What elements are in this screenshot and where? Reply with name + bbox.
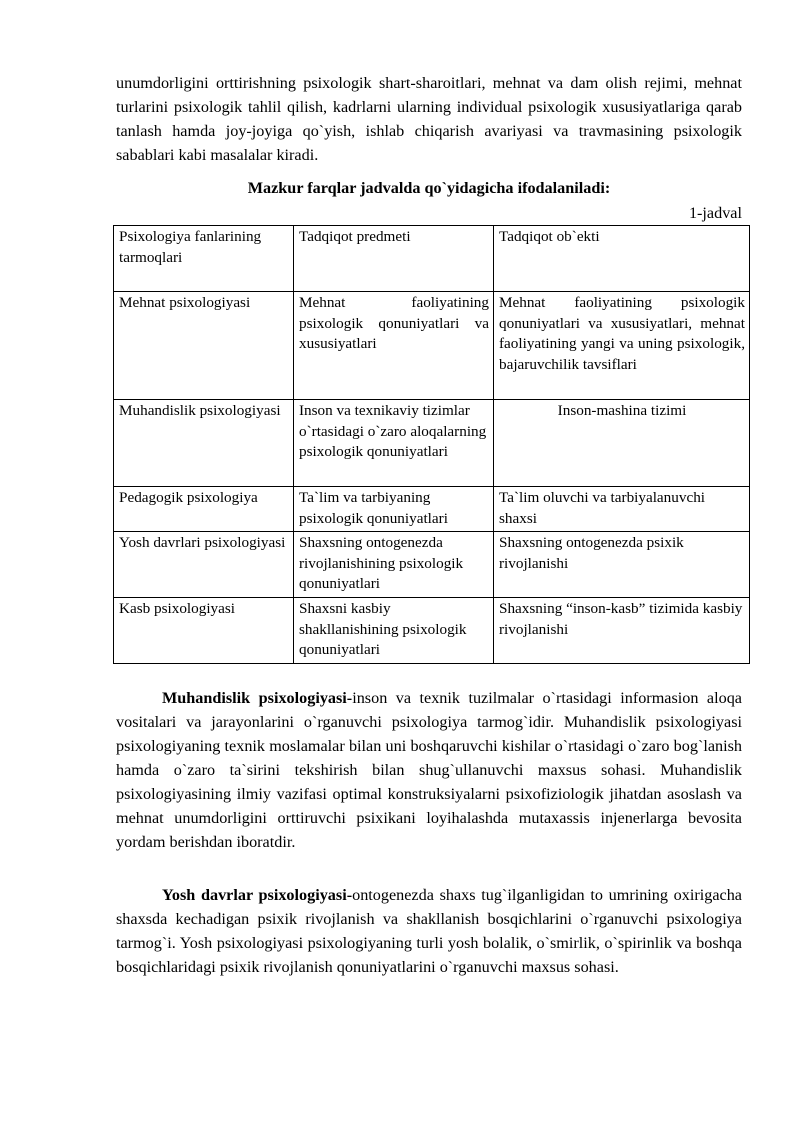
age-psychology-paragraph	[116, 883, 742, 979]
table-cell: Pedagogik psixologiya	[114, 487, 294, 532]
table-header-cell: Tadqiqot ob`ekti	[494, 226, 750, 292]
engineering-psychology-text: inson va texnik tuzilmalar o`rtasidagi informasion aloqa vositalari va jarayonlarini o`rganuvchi psixologiya tarmog`idir. Muhandislik psixologiyasi psixologiyaning texnik moslamalar bilan uni boshqaruvchi kishilar o`rtasidagi o`zaro bog`lanish hamda o`zaro ta`sirini tekshirish bilan shug`ullanuvchi maxsus sohasi. Muhandislik psixologiyasining ilmiy vazifasi optimal konstruksiyalarni psixofiziologik jihatdan asoslash va mehnat unumdorligini orttiruvchi psixikani loyihalashda mutaxassis injenerlarga bevosita yordam berishdan iboratdir.	[116, 689, 742, 851]
table-cell: Inson-mashina tizimi	[494, 400, 750, 487]
table-row	[114, 400, 750, 487]
table-header-cell: Psixologiya fanlarining tarmoqlari	[114, 226, 294, 292]
table-cell: Ta`lim oluvchi va tarbiyalanuvchi shaxsi	[494, 487, 750, 532]
table-header-cell: Tadqiqot predmeti	[294, 226, 494, 292]
table-cell: Mehnat faoliyatining psixologik qonuniyatlari va xususiyatlari, mehnat faoliyatining yangi va uning psixologik, bajaruvchilik tavsiflari	[494, 292, 750, 400]
table-cell: Kasb psixologiyasi	[114, 598, 294, 664]
table-cell: Shaxsning ontogenezda psixik rivojlanishi	[494, 532, 750, 598]
table-cell: Inson va texnikaviy tizimlar o`rtasidagi o`zaro aloqalarning psixologik qonuniyatlari	[294, 400, 494, 487]
age-psychology-text: ontogenezda shaxs tug`ilganligidan to umrining oxirigacha shaxsda kechadigan psixik rivojlanish va shakllanish bosqichlarini o`rganuvchi psixologiya tarmog`i. Yosh psixologiyasi psixologiyaning turli yosh bolalik, o`smirlik, o`spirinlik va boshqa bosqichlaridagi psixik rivojlanish qonuniyatlarini o`rganuvchi maxsus sohasi.	[116, 886, 742, 976]
table-cell: Shaxsni kasbiy shakllanishining psixologik qonuniyatlari	[294, 598, 494, 664]
table-row	[114, 532, 750, 598]
table-heading: Mazkur farqlar jadvalda qo`yidagicha ifodalaniladi:	[247, 179, 611, 197]
engineering-psychology-term: Muhandislik psixologiyasi-	[162, 689, 353, 707]
engineering-psychology-paragraph	[116, 686, 742, 854]
table-header-row	[114, 226, 750, 292]
table-cell: Muhandislik psixologiyasi	[114, 400, 294, 487]
table-cell: Mehnat psixologiyasi	[114, 292, 294, 400]
table-row	[114, 292, 750, 400]
intro-paragraph: unumdorligini orttirishning psixologik shart-sharoitlari, mehnat va dam olish rejimi, mehnat turlarini psixologik tahlil qilish, kadrlarni ularning individual psixologik xususiyatlariga qarab tanlash hamda joy-joyiga qo`yish, ishlab chiqarish avariyasi va travmasining psixologik sabablari kabi masalalar kiradi.	[116, 74, 742, 164]
table-row	[114, 487, 750, 532]
age-psychology-term: Yosh davrlar psixologiyasi-	[162, 886, 353, 904]
table-cell: Shaxsning ontogenezda rivojlanishining psixologik qonuniyatlari	[294, 532, 494, 598]
table-cell: Mehnat faoliyatining psixologik qonuniyatlari va xususiyatlari	[294, 292, 494, 400]
table-cell: Shaxsning “inson-kasb” tizimida kasbiy rivojlanishi	[494, 598, 750, 664]
table-row	[114, 598, 750, 664]
table-cell: Ta`lim va tarbiyaning psixologik qonuniyatlari	[294, 487, 494, 532]
table-cell: Yosh davrlari psixologiyasi	[114, 532, 294, 598]
psychology-branches-table	[113, 225, 750, 664]
table-caption: 1-jadval	[688, 204, 742, 222]
